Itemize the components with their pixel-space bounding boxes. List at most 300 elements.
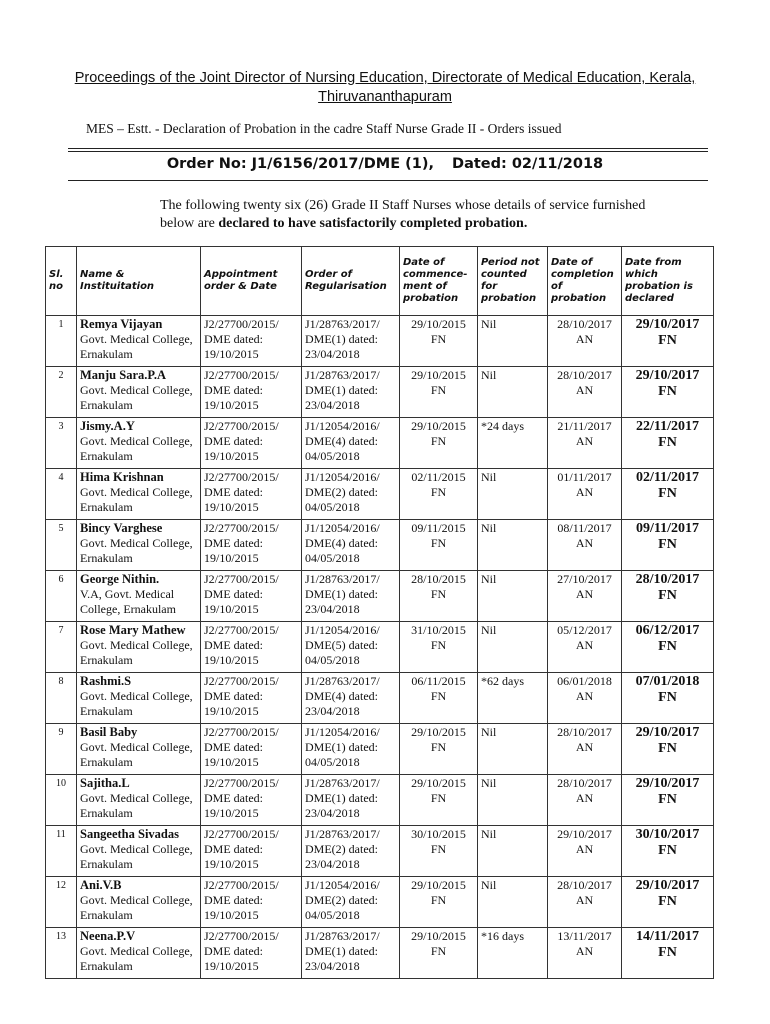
appointment-order-line: DME dated: [204,893,263,907]
appointment-order-line: 19/10/2015 [204,347,259,361]
regularisation-order-line: J1/12054/2016/ [305,470,380,484]
declared-date [622,571,714,622]
column-header: Name & Instituitation [77,247,201,316]
completion-date-line: AN [575,638,594,652]
regularisation-order-line: DME(1) dated: [305,791,378,805]
name-institution [77,928,201,979]
name-institution [77,724,201,775]
appointment-order-line: DME dated: [204,485,263,499]
regularisation-order-line: J1/28763/2017/ [305,776,380,790]
declared-date [622,775,714,826]
completion-date [548,877,622,928]
commencement-date-line: FN [430,332,447,346]
declared-date-line: FN [658,333,677,348]
regularisation-order [302,469,400,520]
appointment-order-line: DME dated: [204,383,263,397]
period-not-counted: Nil [478,571,548,622]
completion-date-line: 28/10/2017 [557,725,612,739]
regularisation-order [302,673,400,724]
commencement-date-line: 28/10/2015 [411,572,466,586]
declared-date-line: FN [658,690,677,705]
institution: Govt. Medical College, Ernakulam [80,944,193,973]
nurse-name: Rashmi.S [80,674,132,688]
completion-date-line: AN [575,893,594,907]
declared-date [622,673,714,724]
declared-date-line: 29/10/2017 [635,776,700,791]
declared-date [622,724,714,775]
completion-date-line: 05/12/2017 [557,623,612,637]
regularisation-order-line: 04/05/2018 [305,551,360,565]
completion-date [548,775,622,826]
commencement-date-line: 30/10/2015 [411,827,466,841]
column-header: Date of commence-ment of probation [400,247,478,316]
name-institution [77,673,201,724]
institution: Govt. Medical College, Ernakulam [80,689,193,718]
appointment-order-line: J2/27700/2015/ [204,572,279,586]
regularisation-order-line: J1/28763/2017/ [305,572,380,586]
declared-date-line: 02/11/2017 [635,470,699,485]
regularisation-order [302,775,400,826]
regularisation-order-line: 04/05/2018 [305,500,360,514]
completion-date-line: AN [575,842,594,856]
declared-date-line: FN [658,435,677,450]
completion-date-line: AN [575,944,594,958]
completion-date-line: 21/11/2017 [557,419,612,433]
appointment-order-line: 19/10/2015 [204,551,259,565]
regularisation-order-line: DME(4) dated: [305,434,378,448]
table-row [46,826,714,877]
serial-number: 8 [46,673,77,724]
commencement-date-line: FN [430,893,447,907]
regularisation-order-line: DME(5) dated: [305,638,378,652]
completion-date-line: AN [575,791,594,805]
period-not-counted: *62 days [478,673,548,724]
appointment-order-line: DME dated: [204,689,263,703]
column-header: Appointment order & Date [201,247,302,316]
table-row [46,622,714,673]
declared-date-line: 29/10/2017 [635,725,700,740]
period-not-counted: Nil [478,316,548,367]
declared-date-line: FN [658,588,677,603]
period-not-counted: Nil [478,826,548,877]
institution: Govt. Medical College, Ernakulam [80,434,193,463]
appointment-order-line: 19/10/2015 [204,449,259,463]
serial-number: 10 [46,775,77,826]
declared-date-line: FN [658,741,677,756]
declared-date-line: 14/11/2017 [635,929,699,944]
appointment-order-line: J2/27700/2015/ [204,776,279,790]
declared-date-line: FN [658,639,677,654]
name-institution [77,571,201,622]
completion-date-line: 28/10/2017 [557,317,612,331]
appointment-order-line: 19/10/2015 [204,908,259,922]
regularisation-order-line: 23/04/2018 [305,704,360,718]
nurse-name: Rose Mary Mathew [80,623,186,637]
declared-date [622,928,714,979]
nurse-name: Remya Vijayan [80,317,163,331]
commencement-date-line: 29/10/2015 [411,725,466,739]
regularisation-order [302,520,400,571]
column-header: Date of completion of probation [548,247,622,316]
table-row [46,418,714,469]
probation-table [45,246,714,979]
commencement-date-line: FN [430,842,447,856]
appointment-order-line: J2/27700/2015/ [204,623,279,637]
serial-number: 5 [46,520,77,571]
completion-date [548,724,622,775]
regularisation-order-line: DME(1) dated: [305,332,378,346]
completion-date [548,673,622,724]
commencement-date [400,469,478,520]
appointment-order-line: J2/27700/2015/ [204,878,279,892]
commencement-date [400,520,478,571]
commencement-date [400,571,478,622]
regularisation-order-line: 23/04/2018 [305,806,360,820]
serial-number: 7 [46,622,77,673]
appointment-order-line: DME dated: [204,536,263,550]
declared-date [622,520,714,571]
completion-date-line: AN [575,485,594,499]
regularisation-order-line: J1/12054/2016/ [305,419,380,433]
name-institution [77,775,201,826]
appointment-order-line: J2/27700/2015/ [204,521,279,535]
appointment-order [201,520,302,571]
institution: Govt. Medical College, Ernakulam [80,893,193,922]
appointment-order [201,826,302,877]
appointment-order-line: 19/10/2015 [204,602,259,616]
appointment-order [201,928,302,979]
commencement-date-line: FN [430,689,447,703]
serial-number: 4 [46,469,77,520]
declared-date [622,469,714,520]
completion-date-line: AN [575,587,594,601]
commencement-date-line: FN [430,791,447,805]
intro-text: The following twenty six (26) Grade II Staff Nurses whose details of service furnished below are declared to have satisfactorily completed probation. [160,198,646,231]
table-row [46,724,714,775]
appointment-order [201,622,302,673]
completion-date [548,928,622,979]
completion-date-line: 29/10/2017 [557,827,612,841]
regularisation-order-line: 23/04/2018 [305,959,360,973]
commencement-date-line: FN [430,383,447,397]
regularisation-order-line: DME(2) dated: [305,485,378,499]
completion-date [548,469,622,520]
completion-date-line: 01/11/2017 [557,470,612,484]
commencement-date [400,928,478,979]
regularisation-order-line: DME(4) dated: [305,689,378,703]
completion-date [548,316,622,367]
declared-date-line: FN [658,537,677,552]
regularisation-order-line: 23/04/2018 [305,347,360,361]
declared-date-line: FN [658,486,677,501]
commencement-date [400,724,478,775]
serial-number: 3 [46,418,77,469]
column-header: Sl. no [46,247,77,316]
regularisation-order [302,571,400,622]
commencement-date-line: 29/10/2015 [411,368,466,382]
completion-date-line: 27/10/2017 [557,572,612,586]
completion-date [548,826,622,877]
commencement-date [400,316,478,367]
commencement-date-line: FN [430,740,447,754]
regularisation-order-line: J1/12054/2016/ [305,623,380,637]
institution: Govt. Medical College, Ernakulam [80,332,193,361]
subject-line: MES – Estt. - Declaration of Probation in the cadre Staff Nurse Grade II - Orders issued [86,121,562,136]
regularisation-order-line: DME(1) dated: [305,587,378,601]
commencement-date-line: FN [430,638,447,652]
commencement-date-line: 29/10/2015 [411,317,466,331]
commencement-date-line: FN [430,587,447,601]
completion-date [548,622,622,673]
appointment-order-line: DME dated: [204,587,263,601]
commencement-date [400,673,478,724]
institution: Govt. Medical College, Ernakulam [80,536,193,565]
appointment-order-line: 19/10/2015 [204,959,259,973]
commencement-date-line: 29/10/2015 [411,878,466,892]
serial-number: 9 [46,724,77,775]
commencement-date-line: FN [430,434,447,448]
divider-top [68,148,708,149]
commencement-date-line: FN [430,944,447,958]
regularisation-order [302,724,400,775]
divider-top-2 [68,151,708,152]
nurse-name: Bincy Varghese [80,521,163,535]
serial-number: 12 [46,877,77,928]
order-date: Dated: 02/11/2018 [452,156,604,172]
name-institution [77,418,201,469]
regularisation-order-line: DME(1) dated: [305,944,378,958]
completion-date-line: AN [575,434,594,448]
institution: V.A, Govt. Medical College, Ernakulam [80,587,176,616]
institution: Govt. Medical College, Ernakulam [80,791,193,820]
regularisation-order-line: DME(2) dated: [305,893,378,907]
proceedings-location: Thiruvananthapuram [318,89,452,105]
period-not-counted: *24 days [478,418,548,469]
serial-number: 13 [46,928,77,979]
completion-date-line: 13/11/2017 [557,929,612,943]
appointment-order [201,724,302,775]
declared-date [622,418,714,469]
regularisation-order-line: 04/05/2018 [305,908,360,922]
completion-date-line: 28/10/2017 [557,368,612,382]
institution: Govt. Medical College, Ernakulam [80,383,193,412]
table-row [46,316,714,367]
declared-date [622,316,714,367]
regularisation-order-line: J1/12054/2016/ [305,725,380,739]
appointment-order-line: DME dated: [204,944,263,958]
appointment-order-line: DME dated: [204,842,263,856]
commencement-date [400,367,478,418]
column-header: Order of Regularisation [302,247,400,316]
appointment-order-line: 19/10/2015 [204,398,259,412]
completion-date-line: 06/01/2018 [557,674,612,688]
table-row [46,367,714,418]
serial-number: 6 [46,571,77,622]
name-institution [77,316,201,367]
regularisation-order-line: DME(1) dated: [305,740,378,754]
nurse-name: George Nithin. [80,572,160,586]
completion-date-line: AN [575,689,594,703]
completion-date-line: 08/11/2017 [557,521,612,535]
declared-date-line: 29/10/2017 [635,317,700,332]
appointment-order [201,673,302,724]
appointment-order-line: J2/27700/2015/ [204,317,279,331]
regularisation-order [302,418,400,469]
name-institution [77,826,201,877]
commencement-date [400,877,478,928]
appointment-order [201,571,302,622]
intro-paragraph [112,197,672,233]
nurse-name: Jismy.A.Y [80,419,135,433]
appointment-order-line: 19/10/2015 [204,704,259,718]
regularisation-order-line: J1/12054/2016/ [305,878,380,892]
appointment-order-line: J2/27700/2015/ [204,419,279,433]
appointment-order-line: J2/27700/2015/ [204,368,279,382]
column-header: Date from which probation is declared [622,247,714,316]
regularisation-order-line: 23/04/2018 [305,398,360,412]
commencement-date-line: 29/10/2015 [411,776,466,790]
completion-date [548,367,622,418]
appointment-order-line: J2/27700/2015/ [204,827,279,841]
institution: Govt. Medical College, Ernakulam [80,638,193,667]
commencement-date-line: 06/11/2015 [411,674,466,688]
appointment-order-line: J2/27700/2015/ [204,929,279,943]
declared-date-line: 09/11/2017 [635,521,699,536]
name-institution [77,469,201,520]
regularisation-order [302,367,400,418]
commencement-date-line: FN [430,536,447,550]
appointment-order-line: DME dated: [204,638,263,652]
commencement-date-line: 29/10/2015 [411,929,466,943]
declared-date-line: FN [658,894,677,909]
appointment-order [201,367,302,418]
completion-date-line: AN [575,740,594,754]
commencement-date-line: 31/10/2015 [411,623,466,637]
nurse-name: Hima Krishnan [80,470,164,484]
declared-date-line: FN [658,384,677,399]
completion-date [548,520,622,571]
period-not-counted: *16 days [478,928,548,979]
appointment-order [201,418,302,469]
declared-date-line: 30/10/2017 [635,827,700,842]
serial-number: 2 [46,367,77,418]
declared-date [622,826,714,877]
declared-date-line: FN [658,792,677,807]
declared-date-line: 06/12/2017 [635,623,700,638]
name-institution [77,520,201,571]
table-row [46,469,714,520]
commencement-date [400,775,478,826]
regularisation-order-line: J1/28763/2017/ [305,368,380,382]
regularisation-order-line: J1/28763/2017/ [305,929,380,943]
appointment-order-line: 19/10/2015 [204,857,259,871]
declared-date-line: 28/10/2017 [635,572,700,587]
completion-date-line: 28/10/2017 [557,776,612,790]
completion-date-line: 28/10/2017 [557,878,612,892]
regularisation-order [302,316,400,367]
appointment-order-line: 19/10/2015 [204,806,259,820]
regularisation-order-line: J1/28763/2017/ [305,827,380,841]
nurse-name: Sangeetha Sivadas [80,827,179,841]
period-not-counted: Nil [478,520,548,571]
proceedings-heading: Proceedings of the Joint Director of Nursing Education, Directorate of Medical Education, Kerala, [74,70,696,86]
commencement-date-line: FN [430,485,447,499]
regularisation-order [302,877,400,928]
intro-bold: declared to have satisfactorily completed probation. [218,216,528,231]
nurse-name: Sajitha.L [80,776,130,790]
appointment-order-line: DME dated: [204,332,263,346]
column-header: Period not counted for probation [478,247,548,316]
completion-date-line: AN [575,536,594,550]
name-institution [77,877,201,928]
serial-number: 11 [46,826,77,877]
name-institution [77,622,201,673]
appointment-order [201,775,302,826]
appointment-order-line: J2/27700/2015/ [204,725,279,739]
declared-date-line: 07/01/2018 [635,674,700,689]
nurse-name: Basil Baby [80,725,138,739]
period-not-counted: Nil [478,469,548,520]
appointment-order-line: 19/10/2015 [204,755,259,769]
appointment-order [201,469,302,520]
commencement-date-line: 09/11/2015 [411,521,466,535]
nurse-name: Ani.V.B [80,878,122,892]
commencement-date-line: 02/11/2015 [411,470,466,484]
declared-date-line: 29/10/2017 [635,878,700,893]
appointment-order [201,877,302,928]
regularisation-order-line: DME(2) dated: [305,842,378,856]
appointment-order-line: DME dated: [204,434,263,448]
appointment-order-line: DME dated: [204,740,263,754]
regularisation-order-line: 23/04/2018 [305,602,360,616]
regularisation-order-line: DME(1) dated: [305,383,378,397]
institution: Govt. Medical College, Ernakulam [80,485,193,514]
table-row [46,673,714,724]
name-institution [77,367,201,418]
order-number: Order No: J1/6156/2017/DME (1), [166,156,435,172]
serial-number: 1 [46,316,77,367]
appointment-order-line: J2/27700/2015/ [204,470,279,484]
regularisation-order [302,928,400,979]
commencement-date [400,826,478,877]
period-not-counted: Nil [478,367,548,418]
declared-date [622,877,714,928]
commencement-date [400,418,478,469]
appointment-order-line: 19/10/2015 [204,500,259,514]
commencement-date-line: 29/10/2015 [411,419,466,433]
declared-date [622,367,714,418]
order-line [0,156,770,172]
table-row [46,928,714,979]
table-header-row [46,247,714,316]
commencement-date [400,622,478,673]
institution: Govt. Medical College, Ernakulam [80,740,193,769]
completion-date-line: AN [575,383,594,397]
table-row [46,520,714,571]
regularisation-order [302,826,400,877]
regularisation-order-line: J1/28763/2017/ [305,674,380,688]
completion-date [548,571,622,622]
table-row [46,571,714,622]
period-not-counted: Nil [478,877,548,928]
declared-date-line: 29/10/2017 [635,368,700,383]
table-body [46,316,714,979]
regularisation-order-line: 04/05/2018 [305,755,360,769]
completion-date-line: AN [575,332,594,346]
divider-bottom [68,180,708,181]
declared-date-line: FN [658,843,677,858]
appointment-order [201,316,302,367]
